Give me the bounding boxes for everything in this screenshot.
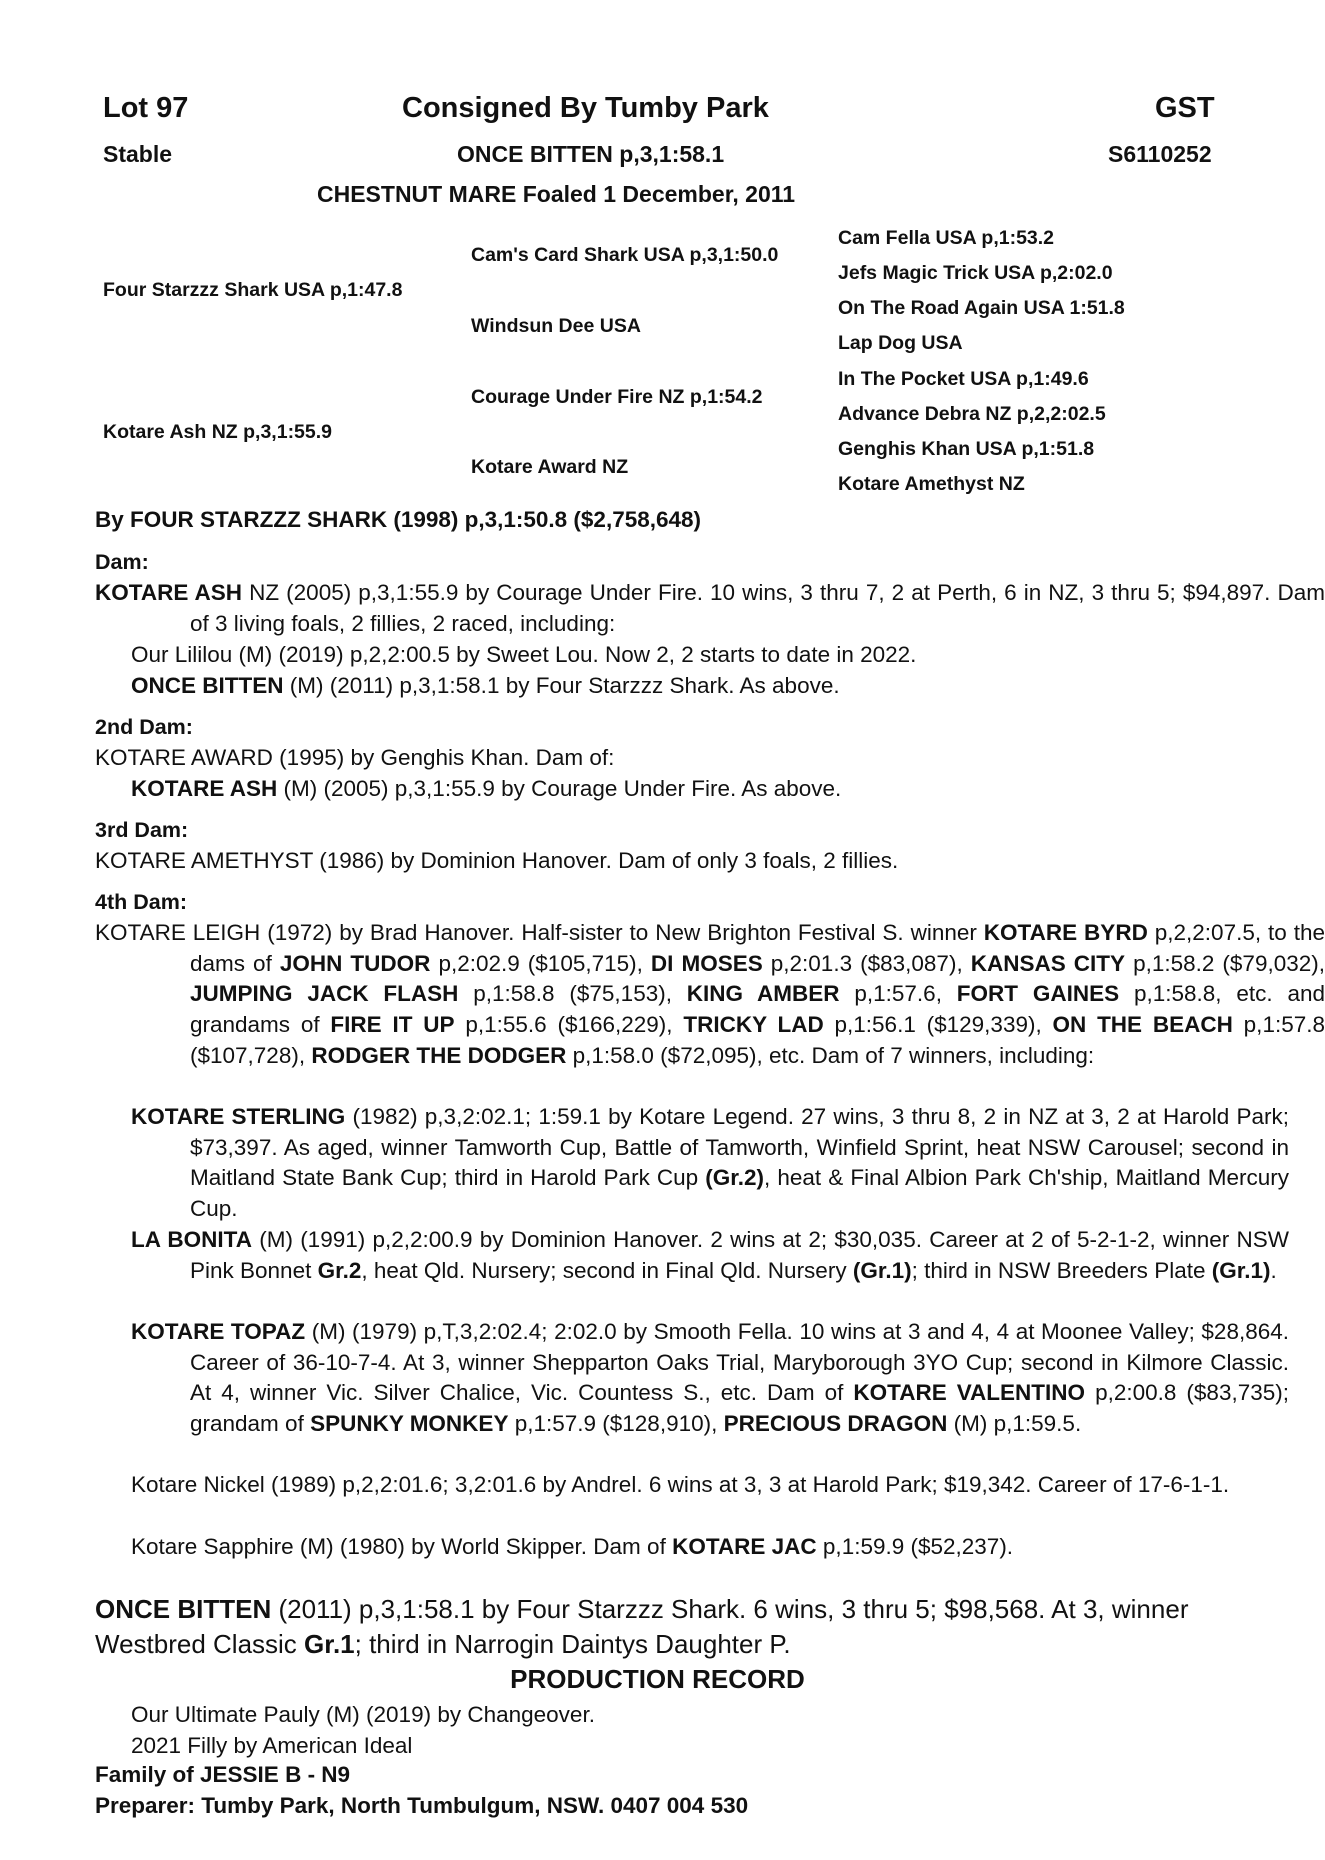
produce-la-bonita: LA BONITA (M) (1991) p,2,2:00.9 by Dominion Hanover. 2 wins at 2; $30,035. Career at 2 of 5-2-1-2, winner NSW Pink Bonnet Gr.2, heat Qld. Nursery; second in Final Qld. Nursery (Gr.1); third in NSW Breeders Plate (Gr.1).: [131, 1227, 1290, 1283]
pedigree-dam: Kotare Ash NZ p,3,1:55.9: [103, 421, 333, 443]
pedigree-g7: Genghis Khan USA p,1:51.8: [838, 438, 1095, 460]
produce-kotare-topaz: KOTARE TOPAZ (M) (1979) p,T,3,2:02.4; 2:02.0 by Smooth Fella. 10 wins at 3 and 4, 4 at Moonee Valley; $28,864. Career of 36-10-7-4. At 3, winner Shepparton Oaks Trial, Maryborough 3YO Cup; second in Kilmore Classic. At 4, winner Vic. Silver Chalice, Vic. Countess S., etc. Dam of KOTARE VALENTINO p,2:00.8 ($83,735); grandam of SPUNKY MONKEY p,1:57.9 ($128,910), PRECIOUS DRAGON (M) p,1:59.5.: [131, 1319, 1290, 1437]
sire-by-line: By FOUR STARZZZ SHARK (1998) p,3,1:50.8 ($2,758,648): [95, 507, 702, 532]
race-summary: ONCE BITTEN (2011) p,3,1:58.1 by Four Starzzz Shark. 6 wins, 3 thru 5; $98,568. At 3, winner Westbred Classic Gr.1; third in Narrogin Daintys Daughter P.: [95, 1594, 1189, 1659]
pedigree-g4: Lap Dog USA: [838, 332, 963, 354]
dam-paragraph: KOTARE ASH NZ (2005) p,3,1:55.9 by Courage Under Fire. 10 wins, 3 thru 7, 2 at Perth, 6 in NZ, 3 thru 5; $94,897. Dam of 3 living foals, 2 fillies, 2 raced, including:: [95, 580, 1325, 636]
pedigree-sire-dam: Windsun Dee USA: [471, 315, 641, 337]
production-item-1: Our Ultimate Pauly (M) (2019) by Changeover.: [131, 1702, 595, 1727]
consignor: Consigned By Tumby Park: [402, 92, 769, 124]
fourth-dam-heading: 4th Dam:: [95, 890, 187, 914]
production-record-heading: PRODUCTION RECORD: [510, 1664, 805, 1694]
pedigree-sire-sire: Cam's Card Shark USA p,3,1:50.0: [471, 244, 779, 266]
tax-status: GST: [1155, 92, 1215, 124]
fourth-dam-paragraph: KOTARE LEIGH (1972) by Brad Hanover. Half-sister to New Brighton Festival S. winner KOTARE BYRD p,2,2:07.5, to the dams of JOHN TUDOR p,2:02.9 ($105,715), DI MOSES p,2:01.3 ($83,087), KANSAS CITY p,1:58.2 ($79,032), JUMPING JACK FLASH p,1:58.8 ($75,153), KING AMBER p,1:57.6, FORT GAINES p,1:58.8, etc. and grandams of FIRE IT UP p,1:55.6 ($166,229), TRICKY LAD p,1:56.1 ($129,339), ON THE BEACH p,1:57.8 ($107,728), RODGER THE DODGER p,1:58.0 ($72,095), etc. Dam of 7 winners, including:: [95, 920, 1325, 1068]
pedigree-g6: Advance Debra NZ p,2,2:02.5: [838, 403, 1106, 425]
pedigree-sire: Four Starzzz Shark USA p,1:47.8: [103, 279, 403, 301]
dam-foal-2: ONCE BITTEN (M) (2011) p,3,1:58.1 by Four Starzzz Shark. As above.: [131, 673, 840, 698]
horse-description: CHESTNUT MARE Foaled 1 December, 2011: [317, 181, 796, 207]
production-item-2: 2021 Filly by American Ideal: [131, 1733, 413, 1758]
pedigree-g5: In The Pocket USA p,1:49.6: [838, 368, 1089, 390]
second-dam-text: KOTARE AWARD (1995) by Genghis Khan. Dam of:: [95, 745, 615, 770]
second-dam-foal: KOTARE ASH (M) (2005) p,3,1:55.9 by Courage Under Fire. As above.: [131, 776, 842, 801]
produce-kotare-sapphire: Kotare Sapphire (M) (1980) by World Skipper. Dam of KOTARE JAC p,1:59.9 ($52,237).: [131, 1534, 1014, 1559]
pedigree-g1: Cam Fella USA p,1:53.2: [838, 227, 1055, 249]
second-dam-heading: 2nd Dam:: [95, 715, 193, 739]
pedigree-dam-sire: Courage Under Fire NZ p,1:54.2: [471, 386, 763, 408]
pedigree-g2: Jefs Magic Trick USA p,2:02.0: [838, 262, 1113, 284]
pedigree-g3: On The Road Again USA 1:51.8: [838, 297, 1125, 319]
dam-foal-1: Our Lililou (M) (2019) p,2,2:00.5 by Sweet Lou. Now 2, 2 starts to date in 2022.: [131, 642, 917, 667]
produce-kotare-nickel: Kotare Nickel (1989) p,2,2:01.6; 3,2:01.6 by Andrel. 6 wins at 3, 3 at Harold Park; $19,342. Career of 17-6-1-1.: [131, 1472, 1230, 1497]
third-dam-heading: 3rd Dam:: [95, 818, 189, 842]
pedigree-g8: Kotare Amethyst NZ: [838, 473, 1025, 495]
produce-kotare-sterling: KOTARE STERLING (1982) p,3,2:02.1; 1:59.1 by Kotare Legend. 27 wins, 3 thru 8, 2 in NZ at 3, 2 at Harold Park; $73,397. As aged, winner Tamworth Cup, Battle of Tamworth, Winfield Sprint, heat NSW Carousel; second in Maitland State Bank Cup; third in Harold Park Cup (Gr.2), heat & Final Albion Park Ch'ship, Maitland Mercury Cup.: [131, 1104, 1289, 1222]
third-dam-text: KOTARE AMETHYST (1986) by Dominion Hanover. Dam of only 3 foals, 2 fillies.: [95, 848, 899, 873]
lot-code: S6110252: [1108, 141, 1212, 167]
family-line: Family of JESSIE B - N9: [95, 1762, 351, 1787]
lot-number: Lot 97: [103, 92, 189, 124]
dam-heading: Dam:: [95, 550, 149, 574]
pedigree-dam-dam: Kotare Award NZ: [471, 456, 629, 478]
preparer-line: Preparer: Tumby Park, North Tumbulgum, NSW. 0407 004 530: [95, 1793, 749, 1818]
horse-name-line: ONCE BITTEN p,3,1:58.1: [457, 141, 725, 167]
location: Stable: [103, 141, 173, 167]
dam-name: KOTARE ASH: [95, 580, 243, 605]
